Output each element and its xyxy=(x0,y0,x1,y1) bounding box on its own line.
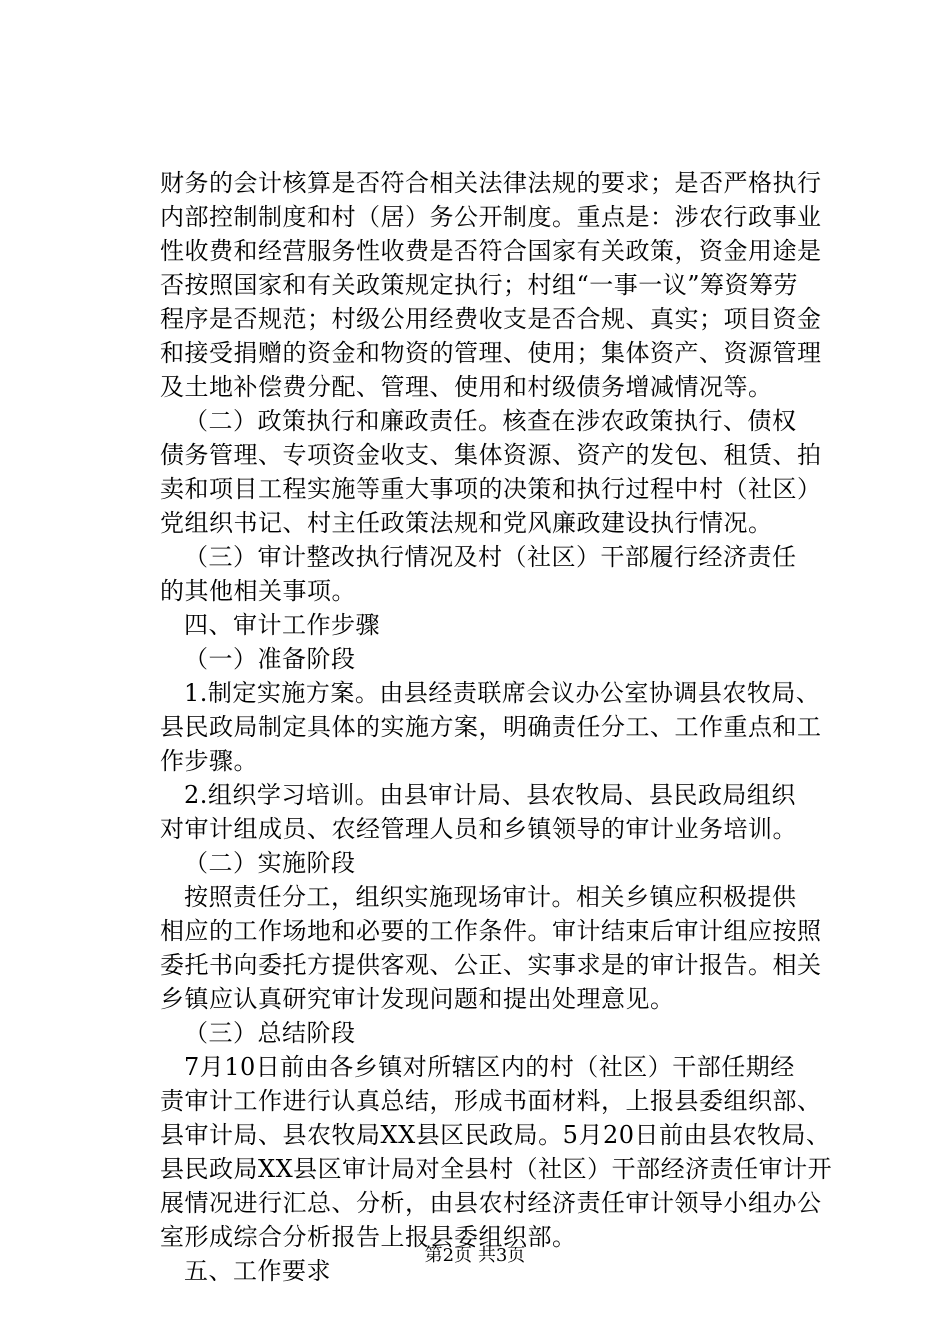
text-line: （三）总结阶段 xyxy=(184,1019,356,1047)
text-line: 县审计局、县农牧局XX县区民政局。5月20日前由县农牧局、 xyxy=(160,1121,831,1149)
text-line: 四、审计工作步骤 xyxy=(184,611,380,639)
text-line: 室形成综合分析报告上报县委组织部。 xyxy=(160,1223,577,1251)
text-line: 和接受捐赠的资金和物资的管理、使用；集体资产、资源管理 xyxy=(160,339,822,367)
text-line: 财务的会计核算是否符合相关法律法规的要求；是否严格执行 xyxy=(160,169,822,197)
text-line: 展情况进行汇总、分析，由县农村经济责任审计领导小组办公 xyxy=(160,1189,822,1217)
text-line: 7月10日前由各乡镇对所辖区内的村（社区）干部任期经 xyxy=(184,1053,795,1081)
text-line: 按照责任分工，组织实施现场审计。相关乡镇应积极提供 xyxy=(184,883,797,911)
text-line: 相应的工作场地和必要的工作条件。审计结束后审计组应按照 xyxy=(160,917,822,945)
text-line: （三）审计整改执行情况及村（社区）干部履行经济责任 xyxy=(184,543,797,571)
text-line: 县民政局XX县区审计局对全县村（社区）干部经济责任审计开 xyxy=(160,1155,833,1183)
text-line: 对审计组成员、农经管理人员和乡镇领导的审计业务培训。 xyxy=(160,815,797,843)
page-footer: 第2页 共3页 xyxy=(424,1245,526,1266)
text-line: （二）实施阶段 xyxy=(184,849,356,877)
text-line: 的其他相关事项。 xyxy=(160,577,356,605)
text-line: 债务管理、专项资金收支、集体资源、资产的发包、租赁、拍 xyxy=(160,441,822,469)
text-line: 否按照国家和有关政策规定执行；村组“一事一议”筹资筹劳 xyxy=(160,271,799,299)
text-line: 内部控制制度和村（居）务公开制度。重点是：涉农行政事业 xyxy=(160,203,822,231)
text-line: 党组织书记、村主任政策法规和党风廉政建设执行情况。 xyxy=(160,509,773,537)
text-line: 程序是否规范；村级公用经费收支是否合规、真实；项目资金 xyxy=(160,305,822,333)
text-line: 2.组织学习培训。由县审计局、县农牧局、县民政局组织 xyxy=(184,781,796,809)
text-line: 及土地补偿费分配、管理、使用和村级债务增减情况等。 xyxy=(160,373,773,401)
text-line: （一）准备阶段 xyxy=(184,645,356,673)
text-line: 责审计工作进行认真总结，形成书面材料，上报县委组织部、 xyxy=(160,1087,822,1115)
text-line: （二）政策执行和廉政责任。核查在涉农政策执行、债权 xyxy=(184,407,797,435)
text-line: 县民政局制定具体的实施方案，明确责任分工、工作重点和工 xyxy=(160,713,822,741)
text-line: 委托书向委托方提供客观、公正、实事求是的审计报告。相关 xyxy=(160,951,822,979)
text-line: 性收费和经营服务性收费是否符合国家有关政策，资金用途是 xyxy=(160,237,822,265)
text-line: 卖和项目工程实施等重大事项的决策和执行过程中村（社区） xyxy=(160,475,822,503)
text-line: 1.制定实施方案。由县经责联席会议办公室协调县农牧局、 xyxy=(184,679,821,707)
text-line: 乡镇应认真研究审计发现问题和提出处理意见。 xyxy=(160,985,675,1013)
document-body xyxy=(160,166,836,1288)
text-line: 五、工作要求 xyxy=(184,1257,331,1285)
text-line: 作步骤。 xyxy=(160,747,258,775)
